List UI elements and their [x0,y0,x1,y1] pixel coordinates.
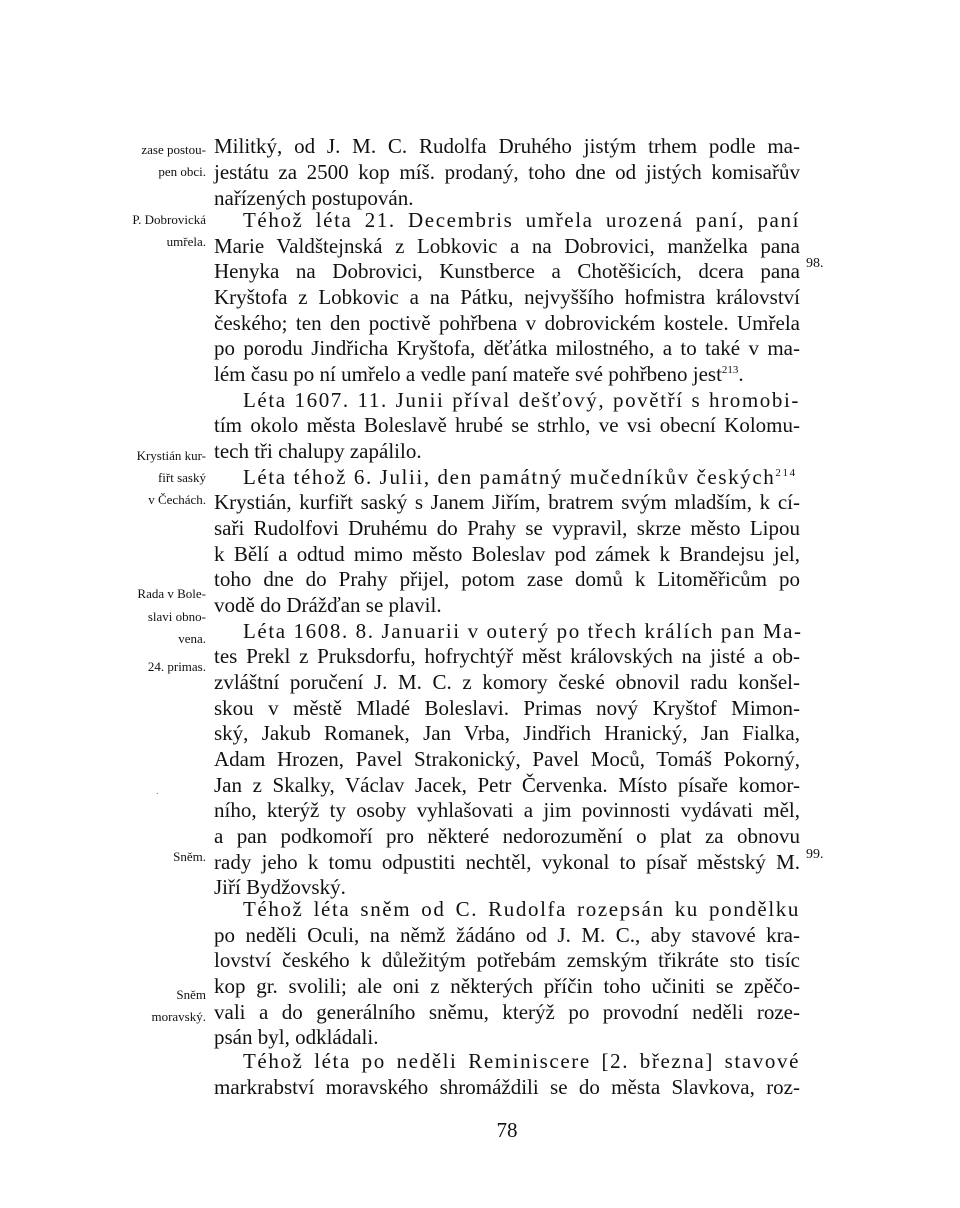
margin-note: vena. [178,631,206,646]
text-line: lém času po ní umřelo a vedle paní mateře své pohřbeno jest$^{213}$. [214,362,744,386]
text-line: Jan z Skalky, Václav Jacek, Petr Červenka. Místo písaře komor- [214,773,800,797]
footnote-ref: 213 [721,364,739,376]
text-line: tes Prekl z Pruksdorfu, hofrychtýř měst královských na jisté a ob- [214,644,800,668]
text-line [243,464,800,490]
text-line: po porodu Jindřicha Kryštofa, děťátka milostného, a to také v ma- [214,336,800,360]
margin-note: Sněm. [173,849,206,864]
text-line: po neděli Oculi, na němž žádáno od J. M. C., aby stavové kra- [214,923,800,947]
text-line: Militký, od J. M. C. Rudolfa Druhého jistým trhem podle ma- [214,134,800,158]
text-line: markrabství moravského shromáždili se do města Slavkova, roz- [214,1075,800,1099]
text-line: Léta 1608. 8. Januarii v outerý po třech králích pan Ma- [243,619,803,643]
text-line: vali a do generálního sněmu, kterýž po provodní neděli roze- [214,1000,800,1024]
text-line: jestátu za 2500 kop míš. prodaný, toho dne od jistých komisařův [214,160,800,184]
text-line-content: lém času po ní umřelo a vedle paní mateře své pohřbeno jest [214,362,722,386]
text-line: nařízených postupován. [214,186,414,210]
text-line: saři Rudolfovi Druhému do Prahy se vypravil, skrze město Lipou [214,516,800,540]
text-line: a pan podkomoří pro některé nedorozumění o plat za obnovu [214,824,800,848]
text-line: toho dne do Prahy přijel, potom zase domů k Litoměřicům po [214,567,800,591]
margin-note: P. Dobrovická [132,212,206,227]
text-line: rady jeho k tomu odpustiti nechtěl, vykonal to písař městský M. [214,850,800,874]
text-line: ský, Jakub Romanek, Jan Vrba, Jindřich Hranický, Jan Fialka, [214,721,800,745]
page-number: 78 [496,1118,518,1142]
margin-note: Sněm [176,987,206,1002]
text-line: tech tři chalupy zapálilo. [214,439,422,463]
text-line: kop gr. svolili; ale oni z některých příčin toho učiniti se zpěčo- [214,974,800,998]
margin-note: fiřt saský [157,470,206,485]
margin-note: 24. primas. [147,659,206,674]
margin-note: Krystián kur- [136,448,206,463]
text-line: zvláštní poručení J. M. C. z komory české obnovil radu konšel- [214,670,800,694]
text-line: Téhož léta sněm od C. Rudolfa rozepsán ku pondělku [243,897,800,921]
margin-note: Rada v Bole- [137,586,206,601]
footnote-ref: 214 [775,467,797,479]
margin-note: umřela. [166,234,206,249]
text-line: Krystián, kurfiřt saský s Janem Jiřím, bratrem svým mladším, k cí- [214,490,800,514]
text-line: Kryštofa z Lobkovic a na Pátku, nejvyššího hofmistra království [214,285,800,309]
text-line: českého; ten den poctivě pohřbena v dobrovickém kostele. Umřela [214,311,800,335]
right-margin-number: 98. [806,256,824,271]
text-line: Jiří Bydžovský. [214,875,346,899]
text-line: Léta 1607. 11. Junii příval dešťový, povětří s hromobi- [243,388,800,412]
text-line: Téhož léta po neděli Reminiscere [2. března] stavové [243,1049,800,1073]
text-line: skou v městě Mladé Boleslavi. Primas nový Kryštof Mimon- [214,696,800,720]
text-line: vodě do Drážďan se plavil. [214,593,442,617]
stray-mark: . [156,786,159,797]
text-line: psán byl, odkládali. [214,1025,379,1049]
margin-note: pen obci. [158,164,206,179]
text-line: tím okolo města Boleslavě hrubé se strhlo, ve vsi obecní Kolomu- [214,413,800,437]
text-line: ního, kterýž ty osoby vyhlašovati a jim povinnosti vydávati měl, [214,798,800,822]
text-line: Marie Valdštejnská z Lobkovic a na Dobrovici, manželka pana [214,234,800,258]
margin-note: zase postou- [141,142,206,157]
text-line-content: Léta téhož 6. Julii, den památný mučedníkův českých [243,465,776,489]
text-line: Téhož léta 21. Decembris umřela urozená paní, paní [243,208,800,232]
margin-note: slavi obno- [147,609,206,624]
margin-note: v Čechách. [148,492,206,507]
right-margin-number: 99. [806,847,824,862]
text-line: k Bělí a odtud mimo město Boleslav pod zámek k Brandejsu jel, [214,542,800,566]
margin-note: moravský. [151,1009,206,1024]
text-line: lovství českého k důležitým potřebám zemským třikráte sto tisíc [214,948,800,972]
text-line: Henyka na Dobrovici, Kunstberce a Chotěšicích, dcera pana [214,259,800,283]
text-line: Adam Hrozen, Pavel Strakonický, Pavel Moců, Tomáš Pokorný, [214,747,800,771]
